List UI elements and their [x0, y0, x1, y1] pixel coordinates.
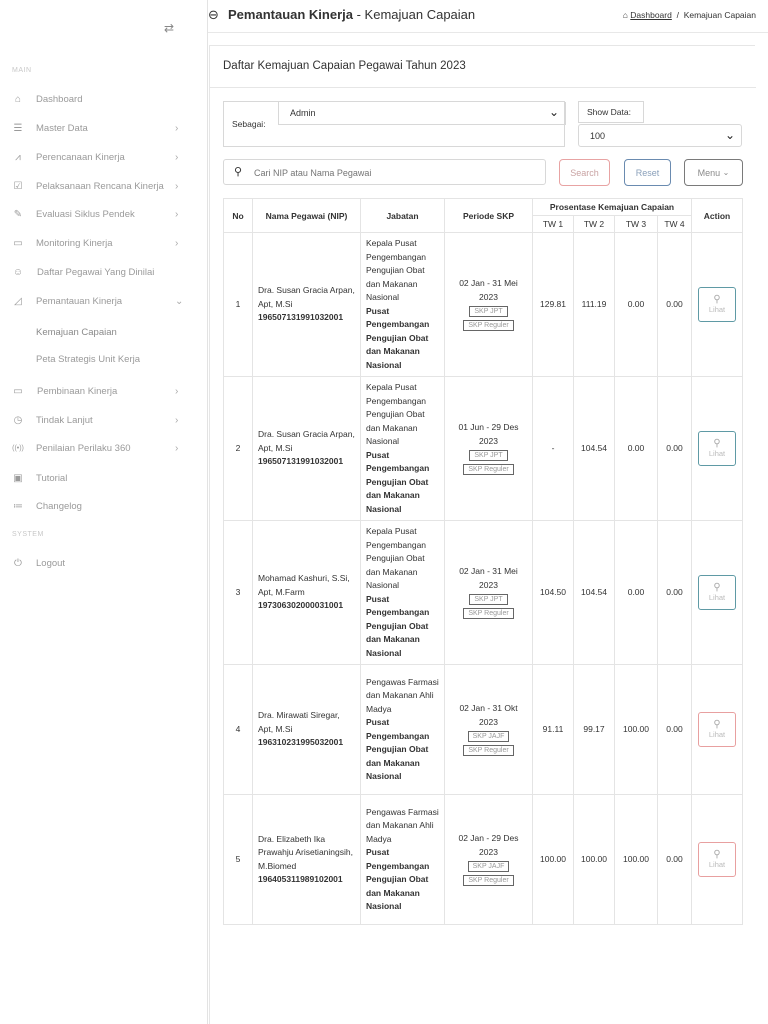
- col-tw4: TW 4: [658, 216, 692, 233]
- cell-jabatan: [361, 377, 445, 521]
- search-box: [223, 159, 546, 185]
- col-tw3: TW 3: [615, 216, 658, 233]
- pen-icon: ✎: [13, 208, 23, 220]
- period-text: 01 Jun - 29 Des 2023: [458, 422, 519, 446]
- skp-type-badge: SKP JAJF: [468, 861, 510, 872]
- show-data-filter: [578, 101, 742, 147]
- col-nama: Nama Pegawai (NIP): [253, 199, 361, 233]
- cell-no: 2: [224, 377, 253, 521]
- cell-tw2: 104.54: [574, 377, 615, 521]
- sidebar-item-tindak-lanjut[interactable]: [0, 410, 200, 430]
- cell-tw3: 100.00: [615, 665, 658, 795]
- cell-tw4: 0.00: [658, 233, 692, 377]
- cell-no: 1: [224, 233, 253, 377]
- col-no: No: [224, 199, 253, 233]
- table-row: [224, 521, 743, 665]
- search-button[interactable]: Search: [559, 159, 610, 186]
- progress-table: [223, 198, 743, 925]
- chevron-right-icon: ›: [175, 237, 179, 249]
- lihat-button[interactable]: [698, 842, 736, 877]
- card-title: Daftar Kemajuan Capaian Pegawai Tahun 2023: [223, 60, 466, 72]
- broadcast-icon: ((•)): [12, 444, 24, 452]
- database-icon: ☰: [13, 122, 23, 134]
- employee-name: Dra. Mirawati Siregar, Apt, M.Si: [258, 710, 340, 734]
- role-label: Sebagai:: [232, 119, 266, 129]
- cell-tw2: 100.00: [574, 795, 615, 925]
- sidebar-item-evaluasi[interactable]: [0, 204, 200, 224]
- lihat-button[interactable]: [698, 575, 736, 610]
- position-title: Kepala Pusat Pengembangan Pengujian Obat dan Makanan Nasional: [366, 526, 427, 590]
- cell-jabatan: [361, 233, 445, 377]
- checklist-icon: ☑: [13, 180, 23, 192]
- sidebar-item-label: Evaluasi Siklus Pendek: [36, 208, 135, 220]
- role-select-value: Admin: [290, 108, 316, 118]
- lihat-button-label: Lihat: [708, 449, 726, 458]
- role-filter: [223, 101, 565, 147]
- breadcrumb-dashboard-link[interactable]: Dashboard: [630, 10, 672, 20]
- chevron-right-icon: ›: [175, 122, 179, 134]
- employee-name: Dra. Elizabeth Ika Prawahju Arisetianingsih, M.Biomed: [258, 833, 353, 871]
- breadcrumb-separator: /: [676, 10, 679, 20]
- lihat-button-label: Lihat: [708, 593, 726, 602]
- cell-tw3: 0.00: [615, 233, 658, 377]
- cell-action: [692, 233, 743, 377]
- sidebar-item-logout[interactable]: [0, 553, 200, 573]
- skp-reguler-badge: SKP Reguler: [463, 875, 513, 886]
- cell-periode: [445, 665, 533, 795]
- cell-tw1: 129.81: [533, 233, 574, 377]
- show-data-select[interactable]: [578, 124, 742, 147]
- section-label-main: MAIN: [12, 67, 32, 74]
- sidebar-item-pemantauan[interactable]: [0, 291, 200, 311]
- sidebar-item-label: Changelog: [36, 500, 82, 512]
- swap-arrows-icon[interactable]: ⇄: [164, 21, 175, 35]
- skp-type-badge: SKP JPT: [469, 594, 507, 605]
- cell-tw3: 0.00: [615, 377, 658, 521]
- cell-nama: [253, 665, 361, 795]
- employee-name: Dra. Susan Gracia Arpan, Apt, M.Si: [258, 285, 355, 309]
- cell-tw1: -: [533, 377, 574, 521]
- search-icon: ⚲: [713, 294, 721, 305]
- col-action: Action: [692, 199, 743, 233]
- lihat-button-label: Lihat: [708, 305, 726, 314]
- chevron-down-icon: ⌄: [724, 128, 735, 142]
- col-tw1: TW 1: [533, 216, 574, 233]
- chevron-down-icon: ⌄: [722, 168, 730, 177]
- chevron-right-icon: ›: [175, 180, 179, 192]
- area-chart-icon: ◿: [14, 295, 22, 307]
- cell-action: [692, 795, 743, 925]
- employee-nip: 196507131991032001: [258, 312, 344, 323]
- sidebar-item-label: Monitoring Kinerja: [36, 237, 113, 249]
- role-select[interactable]: [278, 102, 566, 125]
- search-icon: ⚲: [713, 582, 721, 593]
- table-row: [224, 377, 743, 521]
- col-jabatan: Jabatan: [361, 199, 445, 233]
- sidebar-item-perencanaan[interactable]: [0, 147, 200, 167]
- employee-nip: 196507131991032001: [258, 456, 344, 467]
- cell-no: 4: [224, 665, 253, 795]
- position-title: Pengawas Farmasi dan Makanan Ahli Madya: [366, 676, 439, 714]
- chevron-down-icon: ⌄: [175, 295, 184, 307]
- search-input[interactable]: [254, 164, 534, 181]
- cell-nama: [253, 233, 361, 377]
- unit-name: Pusat Pengembangan Pengujian Obat dan Makanan Nasional: [366, 593, 430, 658]
- lihat-button-label: Lihat: [708, 730, 726, 739]
- skp-type-badge: SKP JAJF: [468, 731, 510, 742]
- home-icon: ⌂: [622, 10, 628, 20]
- table-row: [224, 795, 743, 925]
- chevron-down-icon: ⌄: [548, 105, 559, 119]
- cell-tw3: 0.00: [615, 521, 658, 665]
- period-text: 02 Jan - 31 Mei 2023: [459, 278, 518, 302]
- sidebar-item-label: Daftar Pegawai Yang Dinilai: [37, 266, 155, 278]
- breadcrumb: [623, 10, 756, 20]
- page-title: [228, 7, 475, 22]
- position-title: Kepala Pusat Pengembangan Pengujian Obat dan Makanan Nasional: [366, 382, 427, 446]
- monitor-icon: ▭: [13, 237, 23, 249]
- col-tw2: TW 2: [574, 216, 615, 233]
- sidebar-item-label: Tutorial: [36, 472, 68, 484]
- lihat-button[interactable]: [698, 712, 736, 747]
- cell-tw2: 99.17: [574, 665, 615, 795]
- cell-periode: [445, 795, 533, 925]
- section-label-system: SYSTEM: [12, 531, 44, 538]
- sidebar-item-label: Dashboard: [36, 93, 83, 105]
- col-prosentase: Prosentase Kemajuan Capaian: [533, 199, 692, 216]
- skp-reguler-badge: SKP Reguler: [463, 464, 513, 475]
- col-periode: Periode SKP: [445, 199, 533, 233]
- sidebar-item-penilaian-360[interactable]: [0, 438, 200, 458]
- sidebar-item-label: Master Data: [36, 122, 88, 134]
- chevron-right-icon: ›: [175, 442, 179, 454]
- page-title-sub: - Kemajuan Capaian: [353, 7, 476, 22]
- sidebar-subitem-peta-strategis[interactable]: Peta Strategis Unit Kerja: [36, 354, 141, 365]
- position-title: Pengawas Farmasi dan Makanan Ahli Madya: [366, 806, 439, 844]
- skp-type-badge: SKP JPT: [469, 450, 507, 461]
- table-row: [224, 233, 743, 377]
- menu-button[interactable]: [684, 159, 743, 186]
- video-icon: ▣: [13, 472, 23, 484]
- employee-name: Mohamad Kashuri, S.Si, Apt, M.Farm: [258, 573, 350, 597]
- sidebar-item-pelaksanaan[interactable]: [0, 176, 200, 196]
- cell-jabatan: [361, 521, 445, 665]
- skp-reguler-badge: SKP Reguler: [463, 320, 513, 331]
- lihat-button-label: Lihat: [708, 860, 726, 869]
- sidebar: [0, 0, 208, 1024]
- sidebar-subitem-kemajuan-capaian[interactable]: Kemajuan Capaian: [36, 327, 117, 338]
- period-text: 02 Jan - 29 Des 2023: [458, 833, 519, 857]
- skp-reguler-badge: SKP Reguler: [463, 608, 513, 619]
- cell-tw4: 0.00: [658, 521, 692, 665]
- cell-tw3: 100.00: [615, 795, 658, 925]
- cell-tw1: 91.11: [533, 665, 574, 795]
- cell-action: [692, 377, 743, 521]
- sidebar-item-master-data[interactable]: [0, 118, 200, 138]
- cell-action: [692, 665, 743, 795]
- clock-icon: ◷: [13, 414, 23, 426]
- chat-icon: ▭: [13, 385, 23, 397]
- lihat-button[interactable]: [698, 431, 736, 466]
- sidebar-item-label: Logout: [36, 557, 66, 569]
- home-icon: ⌂: [14, 93, 22, 105]
- cell-periode: [445, 377, 533, 521]
- cell-tw2: 104.54: [574, 521, 615, 665]
- cell-tw2: 111.19: [574, 233, 615, 377]
- unit-name: Pusat Pengembangan Pengujian Obat dan Makanan Nasional: [366, 717, 430, 781]
- position-title: Kepala Pusat Pengembangan Pengujian Obat dan Makanan Nasional: [366, 238, 427, 302]
- show-data-label: Show Data:: [578, 101, 644, 123]
- sidebar-item-pembinaan[interactable]: [0, 381, 200, 401]
- employee-nip: 196310231995032001: [258, 737, 344, 748]
- sidebar-item-label: Pelaksanaan Rencana Kinerja: [36, 180, 164, 192]
- cell-tw1: 100.00: [533, 795, 574, 925]
- search-icon: ⚲: [713, 438, 721, 449]
- unit-name: Pusat Pengembangan Pengujian Obat dan Makanan Nasional: [366, 847, 430, 911]
- unit-name: Pusat Pengembangan Pengujian Obat dan Makanan Nasional: [366, 449, 430, 514]
- sidebar-item-label: Pemantauan Kinerja: [36, 295, 123, 307]
- sidebar-item-label: Pembinaan Kinerja: [37, 385, 118, 397]
- back-arrow-icon[interactable]: ⊖: [208, 7, 219, 22]
- sidebar-item-label: Perencanaan Kinerja: [36, 151, 125, 163]
- period-text: 02 Jan - 31 Okt 2023: [459, 703, 518, 727]
- cell-no: 5: [224, 795, 253, 925]
- sidebar-item-daftar-pegawai[interactable]: [0, 262, 200, 282]
- top-bar: [208, 0, 768, 33]
- cell-tw4: 0.00: [658, 795, 692, 925]
- chevron-right-icon: ›: [175, 385, 179, 397]
- cell-jabatan: [361, 795, 445, 925]
- show-data-value: 100: [590, 131, 606, 141]
- cell-tw4: 0.00: [658, 665, 692, 795]
- search-icon: ⚲: [713, 719, 721, 730]
- power-icon: ⏻: [14, 557, 22, 569]
- lihat-button[interactable]: [698, 287, 736, 322]
- search-icon: ⚲: [713, 849, 721, 860]
- sidebar-item-dashboard[interactable]: [0, 89, 200, 109]
- table-header-row: [224, 199, 743, 216]
- page-title-main: Pemantauan Kinerja: [228, 7, 353, 22]
- list-icon: ≔: [13, 500, 23, 512]
- sidebar-item-tutorial[interactable]: [0, 468, 200, 488]
- search-icon: ⚲: [234, 166, 243, 178]
- cell-nama: [253, 377, 361, 521]
- sidebar-item-changelog[interactable]: [0, 496, 200, 516]
- table-row: [224, 665, 743, 795]
- cell-nama: [253, 521, 361, 665]
- cell-nama: [253, 795, 361, 925]
- skp-type-badge: SKP JPT: [469, 306, 507, 317]
- chevron-right-icon: ›: [175, 208, 179, 220]
- user-icon: ☺: [12, 266, 24, 278]
- employee-nip: 196405311989102001: [258, 874, 343, 884]
- sidebar-item-label: Tindak Lanjut: [36, 414, 93, 426]
- cell-tw1: 104.50: [533, 521, 574, 665]
- cell-periode: [445, 521, 533, 665]
- unit-name: Pusat Pengembangan Pengujian Obat dan Makanan Nasional: [366, 305, 430, 370]
- chart-icon: ⩘: [15, 151, 21, 163]
- reset-button[interactable]: Reset: [624, 159, 671, 186]
- chevron-right-icon: ›: [175, 414, 179, 426]
- breadcrumb-current: Kemajuan Capaian: [683, 10, 756, 20]
- divider: [210, 87, 756, 88]
- sidebar-item-label: Penilaian Perilaku 360: [36, 442, 131, 454]
- cell-no: 3: [224, 521, 253, 665]
- menu-button-label: Menu: [697, 167, 721, 178]
- content-card: [209, 45, 755, 1024]
- cell-jabatan: [361, 665, 445, 795]
- cell-periode: [445, 233, 533, 377]
- cell-tw4: 0.00: [658, 377, 692, 521]
- skp-reguler-badge: SKP Reguler: [463, 745, 513, 756]
- period-text: 02 Jan - 31 Mei 2023: [459, 566, 518, 590]
- employee-nip: 197306302000031001: [258, 600, 344, 611]
- sidebar-item-monitoring[interactable]: [0, 233, 200, 253]
- cell-action: [692, 521, 743, 665]
- chevron-right-icon: ›: [175, 151, 179, 163]
- employee-name: Dra. Susan Gracia Arpan, Apt, M.Si: [258, 429, 355, 453]
